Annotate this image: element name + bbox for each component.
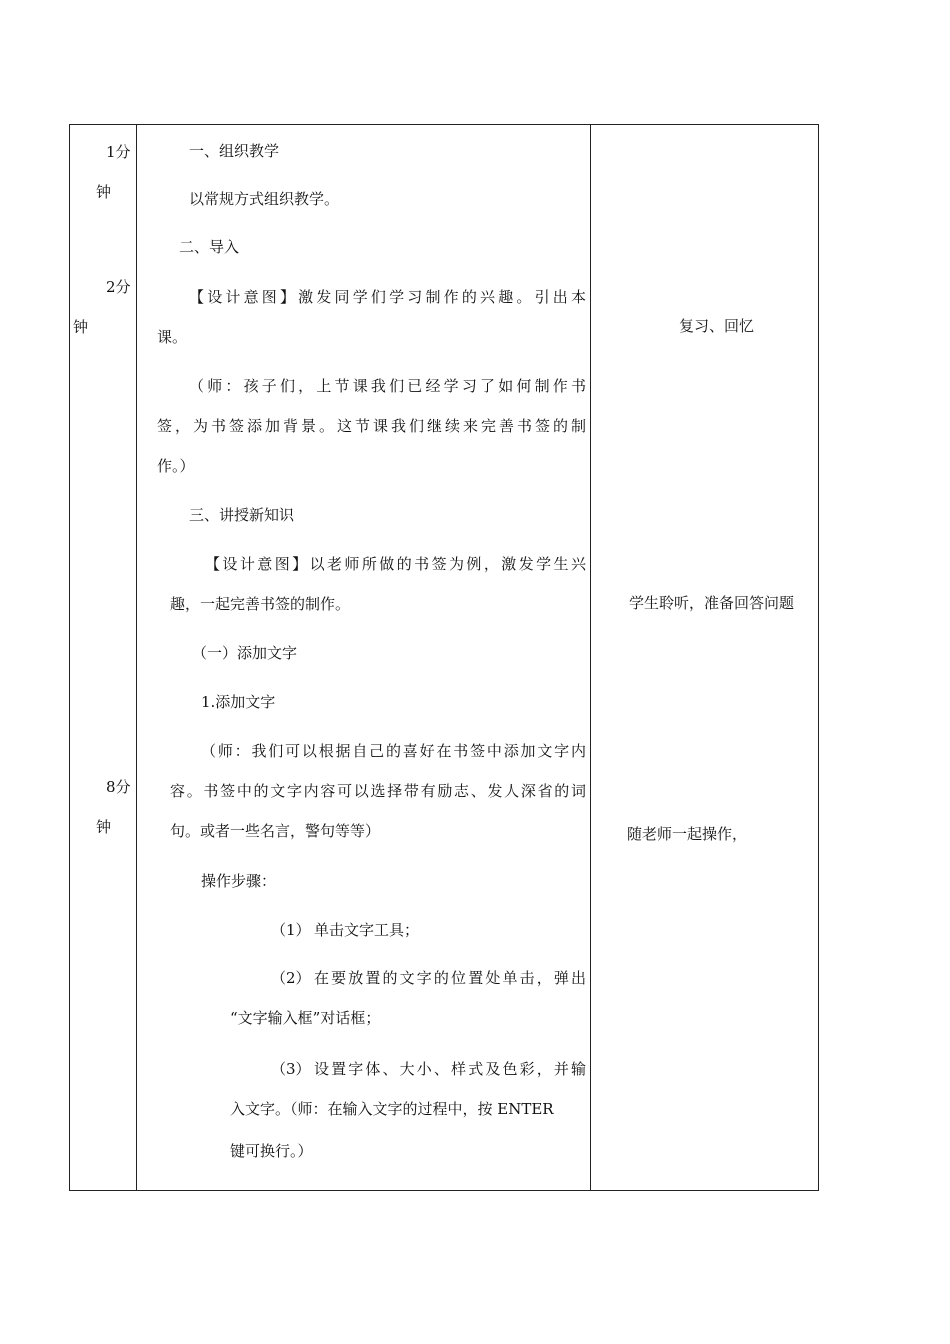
time-1-line2: 钟 bbox=[96, 183, 112, 201]
time-2-line2: 钟 bbox=[73, 318, 89, 336]
time-2-line1: 2分 bbox=[106, 278, 131, 296]
section-2-title: 二、导入 bbox=[179, 238, 240, 256]
student-activity-1: 复习、回忆 bbox=[679, 317, 755, 335]
section-3-intent-line2: 趣，一起完善书签的制作。 bbox=[170, 595, 351, 613]
step-2-number: （2） bbox=[271, 969, 311, 987]
step-3-number: （3） bbox=[271, 1060, 311, 1078]
section-2-intent-line1: 【设计意图】激发同学们学习制作的兴趣。引出本 bbox=[189, 288, 586, 306]
section-3-intent-line1: 【设计意图】以老师所做的书签为例，激发学生兴 bbox=[205, 555, 586, 573]
time-3-line1: 8分 bbox=[106, 778, 131, 796]
student-activity-3: 随老师一起操作， bbox=[627, 825, 748, 843]
section-1-body: 以常规方式组织教学。 bbox=[189, 190, 340, 208]
step-1-text: 单击文字工具； bbox=[314, 921, 420, 939]
section-2-teacher-line3: 作。） bbox=[157, 457, 195, 475]
table-row bbox=[70, 125, 819, 1191]
content-column bbox=[137, 125, 591, 1191]
time-column bbox=[70, 125, 137, 1191]
step-3-text-line2: 入文字。（师：在输入文字的过程中，按 ENTER bbox=[230, 1100, 554, 1118]
step-3-text-line1: 设置字体、大小、样式及色彩，并输 bbox=[314, 1060, 586, 1078]
step-2-text-line2: “文字输入框”对话框； bbox=[230, 1009, 381, 1027]
subsection-1-teacher-line1: （师：我们可以根据自己的喜好在书签中添加文字内 bbox=[201, 742, 586, 760]
subsection-1-item: 1.添加文字 bbox=[201, 693, 276, 711]
section-2-intent-line2: 课。 bbox=[157, 328, 188, 346]
section-3-title: 三、讲授新知识 bbox=[189, 506, 295, 524]
subsection-1-title: （一）添加文字 bbox=[192, 644, 298, 662]
step-3-text-line3: 键可换行。） bbox=[230, 1142, 313, 1160]
step-2-text-line1: 在要放置的文字的位置处单击，弹出 bbox=[314, 969, 586, 987]
steps-label: 操作步骤： bbox=[201, 872, 277, 890]
section-1-title: 一、组织教学 bbox=[189, 142, 280, 160]
student-activity-column bbox=[591, 125, 819, 1191]
student-activity-2: 学生聆听，准备回答问题 bbox=[629, 594, 795, 612]
subsection-1-teacher-line2: 容。书签中的文字内容可以选择带有励志、发人深省的词 bbox=[170, 782, 586, 800]
lesson-plan-table bbox=[69, 124, 819, 1191]
time-3-line2: 钟 bbox=[96, 818, 112, 836]
section-2-teacher-line2: 签，为书签添加背景。这节课我们继续来完善书签的制 bbox=[157, 417, 586, 435]
step-1-number: （1） bbox=[271, 921, 311, 939]
subsection-1-teacher-line3: 句。或者一些名言，警句等等） bbox=[170, 822, 381, 840]
time-1-line1: 1分 bbox=[106, 143, 131, 161]
section-2-teacher-line1: （师：孩子们，上节课我们已经学习了如何制作书 bbox=[189, 377, 586, 395]
